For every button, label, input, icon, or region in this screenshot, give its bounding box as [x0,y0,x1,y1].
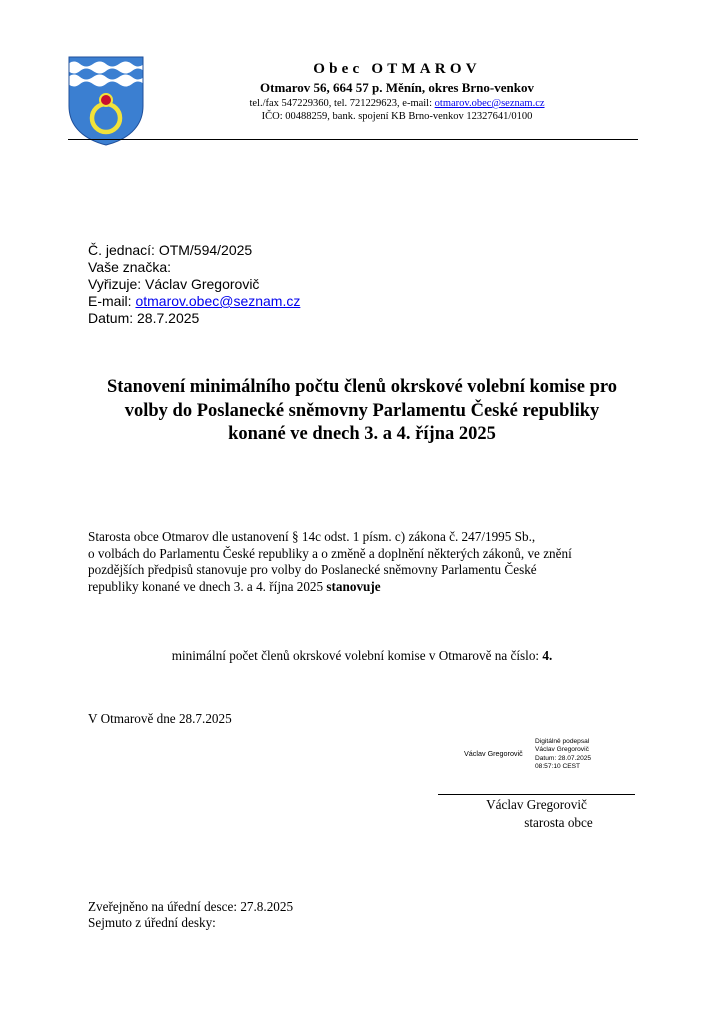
handled-by: Vyřizuje: Václav Gregorovič [88,276,260,292]
contact-phones: tel./fax 547229360, tel. 721229623, e-mail: [249,98,435,109]
decision-number: 4. [542,648,553,663]
your-reference: Vaše značka: [88,259,172,275]
title-line: volby do Poslanecké sněmovny Parlamentu České republiky [124,400,600,421]
signature-detail-line: Václav Gregorovič [535,746,589,754]
signature-detail-line: 08:57:10 CEST [535,763,581,771]
organization-ids: IČO: 00488259, bank. spojení KB Brno-venkov 12327641/0100 [261,111,533,122]
body-line-text: republiky konané ve dnech 3. a 4. října 2025 [88,579,327,595]
organization-address: Otmarov 56, 664 57 p. Měnín, okres Brno-venkov [260,80,534,95]
signer-role: starosta obce [524,815,593,830]
email-link[interactable]: otmarov.obec@seznam.cz [135,293,301,309]
signature-line [438,794,635,795]
body-line: pozdějších předpisů stanovuje pro volby do Poslanecké sněmovny Parlamentu České [88,562,537,578]
removed-date: Sejmuto z úřední desky: [88,915,216,930]
decision-text: minimální počet členů okrskové volební komise v Otmarově na číslo: [171,648,543,663]
body-line: o volbách do Parlamentu České republiky a o změně a doplnění některých zákonů, ve znění [88,545,572,561]
organization-contact [140,98,654,109]
meta-email [88,293,300,310]
place-and-date: V Otmarově dne 28.7.2025 [88,711,232,726]
document-title [70,376,654,447]
contact-email-link[interactable]: otmarov.obec@seznam.cz [434,98,545,109]
coat-of-arms-icon [68,56,144,146]
header-divider [68,139,638,140]
title-line: Stanovení minimálního počtu členů okrskové volební komise pro [106,377,618,397]
posted-date: Zveřejněno na úřední desce: 27.8.2025 [88,899,294,914]
document-date: Datum: 28.7.2025 [88,310,200,326]
digital-signature-name: Václav Gregorovič [464,749,523,758]
body-line: Starosta obce Otmarov dle ustanovení § 14c odst. 1 písm. c) zákona č. 247/1995 Sb., [88,529,536,544]
decision-statement [88,648,636,664]
title-line: konané ve dnech 3. a 4. října 2025 [228,424,496,444]
body-emphasis: stanovuje [326,579,381,595]
reference-number: Č. jednací: OTM/594/2025 [88,242,253,258]
signer-name: Václav Gregorovič [486,797,587,812]
signature-detail-line: Datum: 28.07.2025 [535,754,592,762]
email-label: E-mail: [88,293,136,309]
body-line [88,579,648,596]
body-paragraph [88,529,648,596]
signature-detail-line: Digitálně podepsal [535,738,590,745]
digital-signature-details [535,738,591,772]
organization-name: Obec OTMAROV [313,61,481,77]
